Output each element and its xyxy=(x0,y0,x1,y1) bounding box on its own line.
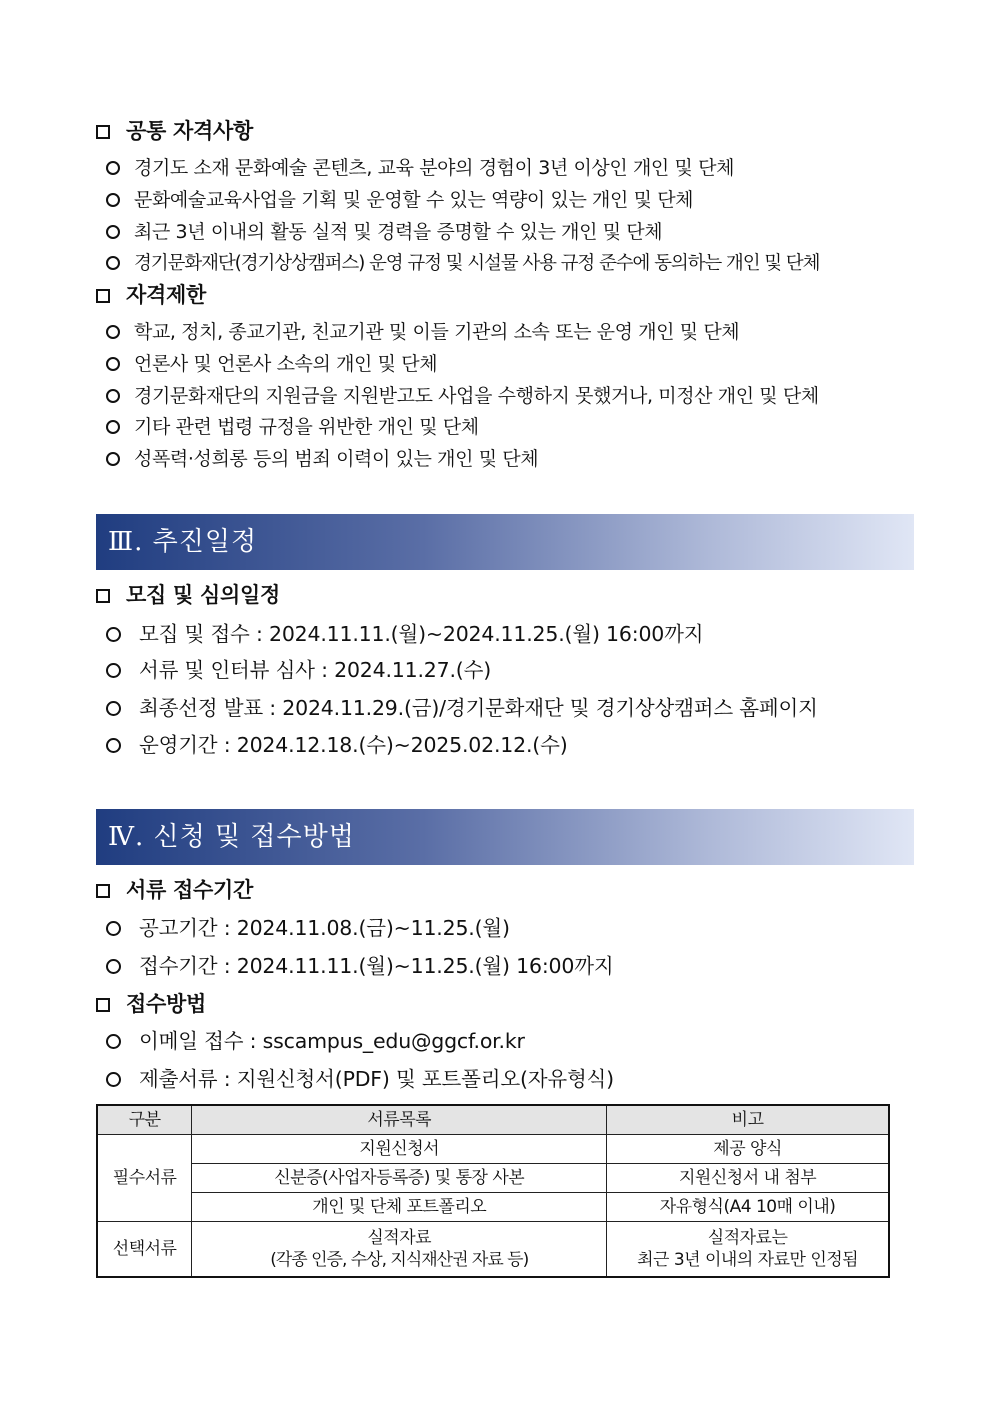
circle-bullet-icon xyxy=(106,627,121,642)
square-bullet-icon xyxy=(96,589,110,603)
circle-bullet-icon xyxy=(106,1034,121,1049)
qualification-item: 최근 3년 이내의 활동 실적 및 경력을 증명할 수 있는 개인 및 단체 xyxy=(106,218,662,246)
doc-line: (각종 인증, 수상, 지식재산권 자료 등) xyxy=(270,1250,529,1270)
note-cell: 제공 양식 xyxy=(607,1135,889,1164)
restriction-item: 성폭력·성희롱 등의 범죄 이력이 있는 개인 및 단체 xyxy=(106,445,538,473)
section-3-banner: Ⅲ. 추진일정 xyxy=(96,514,914,570)
note-cell: 지원신청서 내 첨부 xyxy=(607,1164,889,1193)
qualifications-heading: 공통 자격사항 xyxy=(96,117,253,145)
table-row xyxy=(97,1135,889,1164)
circle-bullet-icon xyxy=(106,357,120,371)
schedule-item: 모집 및 접수 : 2024.11.11.(월)~2024.11.25.(월) 16:00까지 xyxy=(106,620,703,648)
circle-bullet-icon xyxy=(106,738,121,753)
circle-bullet-icon xyxy=(106,256,120,270)
restriction-item: 경기문화재단의 지원금을 지원받고도 사업을 수행하지 못했거나, 미정산 개인 및 단체 xyxy=(106,382,819,410)
header-doc-list: 서류목록 xyxy=(192,1105,607,1135)
circle-bullet-icon xyxy=(106,701,121,716)
schedule-item: 최종선정 발표 : 2024.11.29.(금)/경기문화재단 및 경기상상캠퍼스 홈페이지 xyxy=(106,694,818,722)
header-note: 비고 xyxy=(607,1105,889,1135)
qualification-item: 경기도 소재 문화예술 콘텐츠, 교육 분야의 경험이 3년 이상인 개인 및 단체 xyxy=(106,154,734,182)
circle-bullet-icon xyxy=(106,921,121,936)
table-row xyxy=(97,1222,889,1278)
header-category: 구분 xyxy=(97,1105,192,1135)
restrictions-heading: 자격제한 xyxy=(96,281,206,309)
doc-cell: 개인 및 단체 포트폴리오 xyxy=(192,1193,607,1222)
circle-bullet-icon xyxy=(106,225,120,239)
schedule-item: 운영기간 : 2024.12.18.(수)~2025.02.12.(수) xyxy=(106,731,568,759)
restriction-item: 기타 관련 법령 규정을 위반한 개인 및 단체 xyxy=(106,413,479,441)
qualification-item: 문화예술교육사업을 기획 및 운영할 수 있는 역량이 있는 개인 및 단체 xyxy=(106,186,693,214)
restriction-item: 학교, 정치, 종교기관, 친교기관 및 이들 기관의 소속 또는 운영 개인 및 단체 xyxy=(106,318,739,346)
circle-bullet-icon xyxy=(106,193,120,207)
circle-bullet-icon xyxy=(106,161,120,175)
method-item: 제출서류 : 지원신청서(PDF) 및 포트폴리오(자유형식) xyxy=(106,1065,614,1093)
schedule-item: 서류 및 인터뷰 심사 : 2024.11.27.(수) xyxy=(106,656,491,684)
table-header-row xyxy=(97,1105,889,1135)
circle-bullet-icon xyxy=(106,959,121,974)
doc-cell xyxy=(192,1222,607,1278)
qualification-item: 경기문화재단(경기상상캠퍼스) 운영 규정 및 시설물 사용 규정 준수에 동의하는 개인 및 단체 xyxy=(106,250,819,278)
square-bullet-icon xyxy=(96,998,110,1012)
section-4-banner: Ⅳ. 신청 및 접수방법 xyxy=(96,809,914,865)
doc-line: 실적자료 xyxy=(367,1228,432,1248)
note-cell xyxy=(607,1222,889,1278)
square-bullet-icon xyxy=(96,125,110,139)
documents-table xyxy=(96,1104,890,1278)
period-heading: 서류 접수기간 xyxy=(96,876,253,904)
note-cell: 자유형식(A4 10매 이내) xyxy=(607,1193,889,1222)
schedule-heading: 모집 및 심의일정 xyxy=(96,581,280,609)
table-row xyxy=(97,1164,889,1193)
circle-bullet-icon xyxy=(106,389,120,403)
restriction-item: 언론사 및 언론사 소속의 개인 및 단체 xyxy=(106,350,437,378)
period-item: 접수기간 : 2024.11.11.(월)~11.25.(월) 16:00까지 xyxy=(106,952,613,980)
method-item: 이메일 접수 : sscampus_edu@ggcf.or.kr xyxy=(106,1027,525,1055)
note-line: 최근 3년 이내의 자료만 인정됨 xyxy=(637,1250,859,1270)
circle-bullet-icon xyxy=(106,663,121,678)
period-item: 공고기간 : 2024.11.08.(금)~11.25.(월) xyxy=(106,914,510,942)
square-bullet-icon xyxy=(96,289,110,303)
optional-category-cell: 선택서류 xyxy=(97,1222,192,1278)
circle-bullet-icon xyxy=(106,420,120,434)
circle-bullet-icon xyxy=(106,452,120,466)
table-row xyxy=(97,1193,889,1222)
doc-cell: 지원신청서 xyxy=(192,1135,607,1164)
circle-bullet-icon xyxy=(106,325,120,339)
method-heading: 접수방법 xyxy=(96,990,206,1018)
circle-bullet-icon xyxy=(106,1072,121,1087)
doc-cell: 신분증(사업자등록증) 및 통장 사본 xyxy=(192,1164,607,1193)
required-category-cell: 필수서류 xyxy=(97,1135,192,1222)
square-bullet-icon xyxy=(96,884,110,898)
note-line: 실적자료는 xyxy=(707,1228,788,1248)
